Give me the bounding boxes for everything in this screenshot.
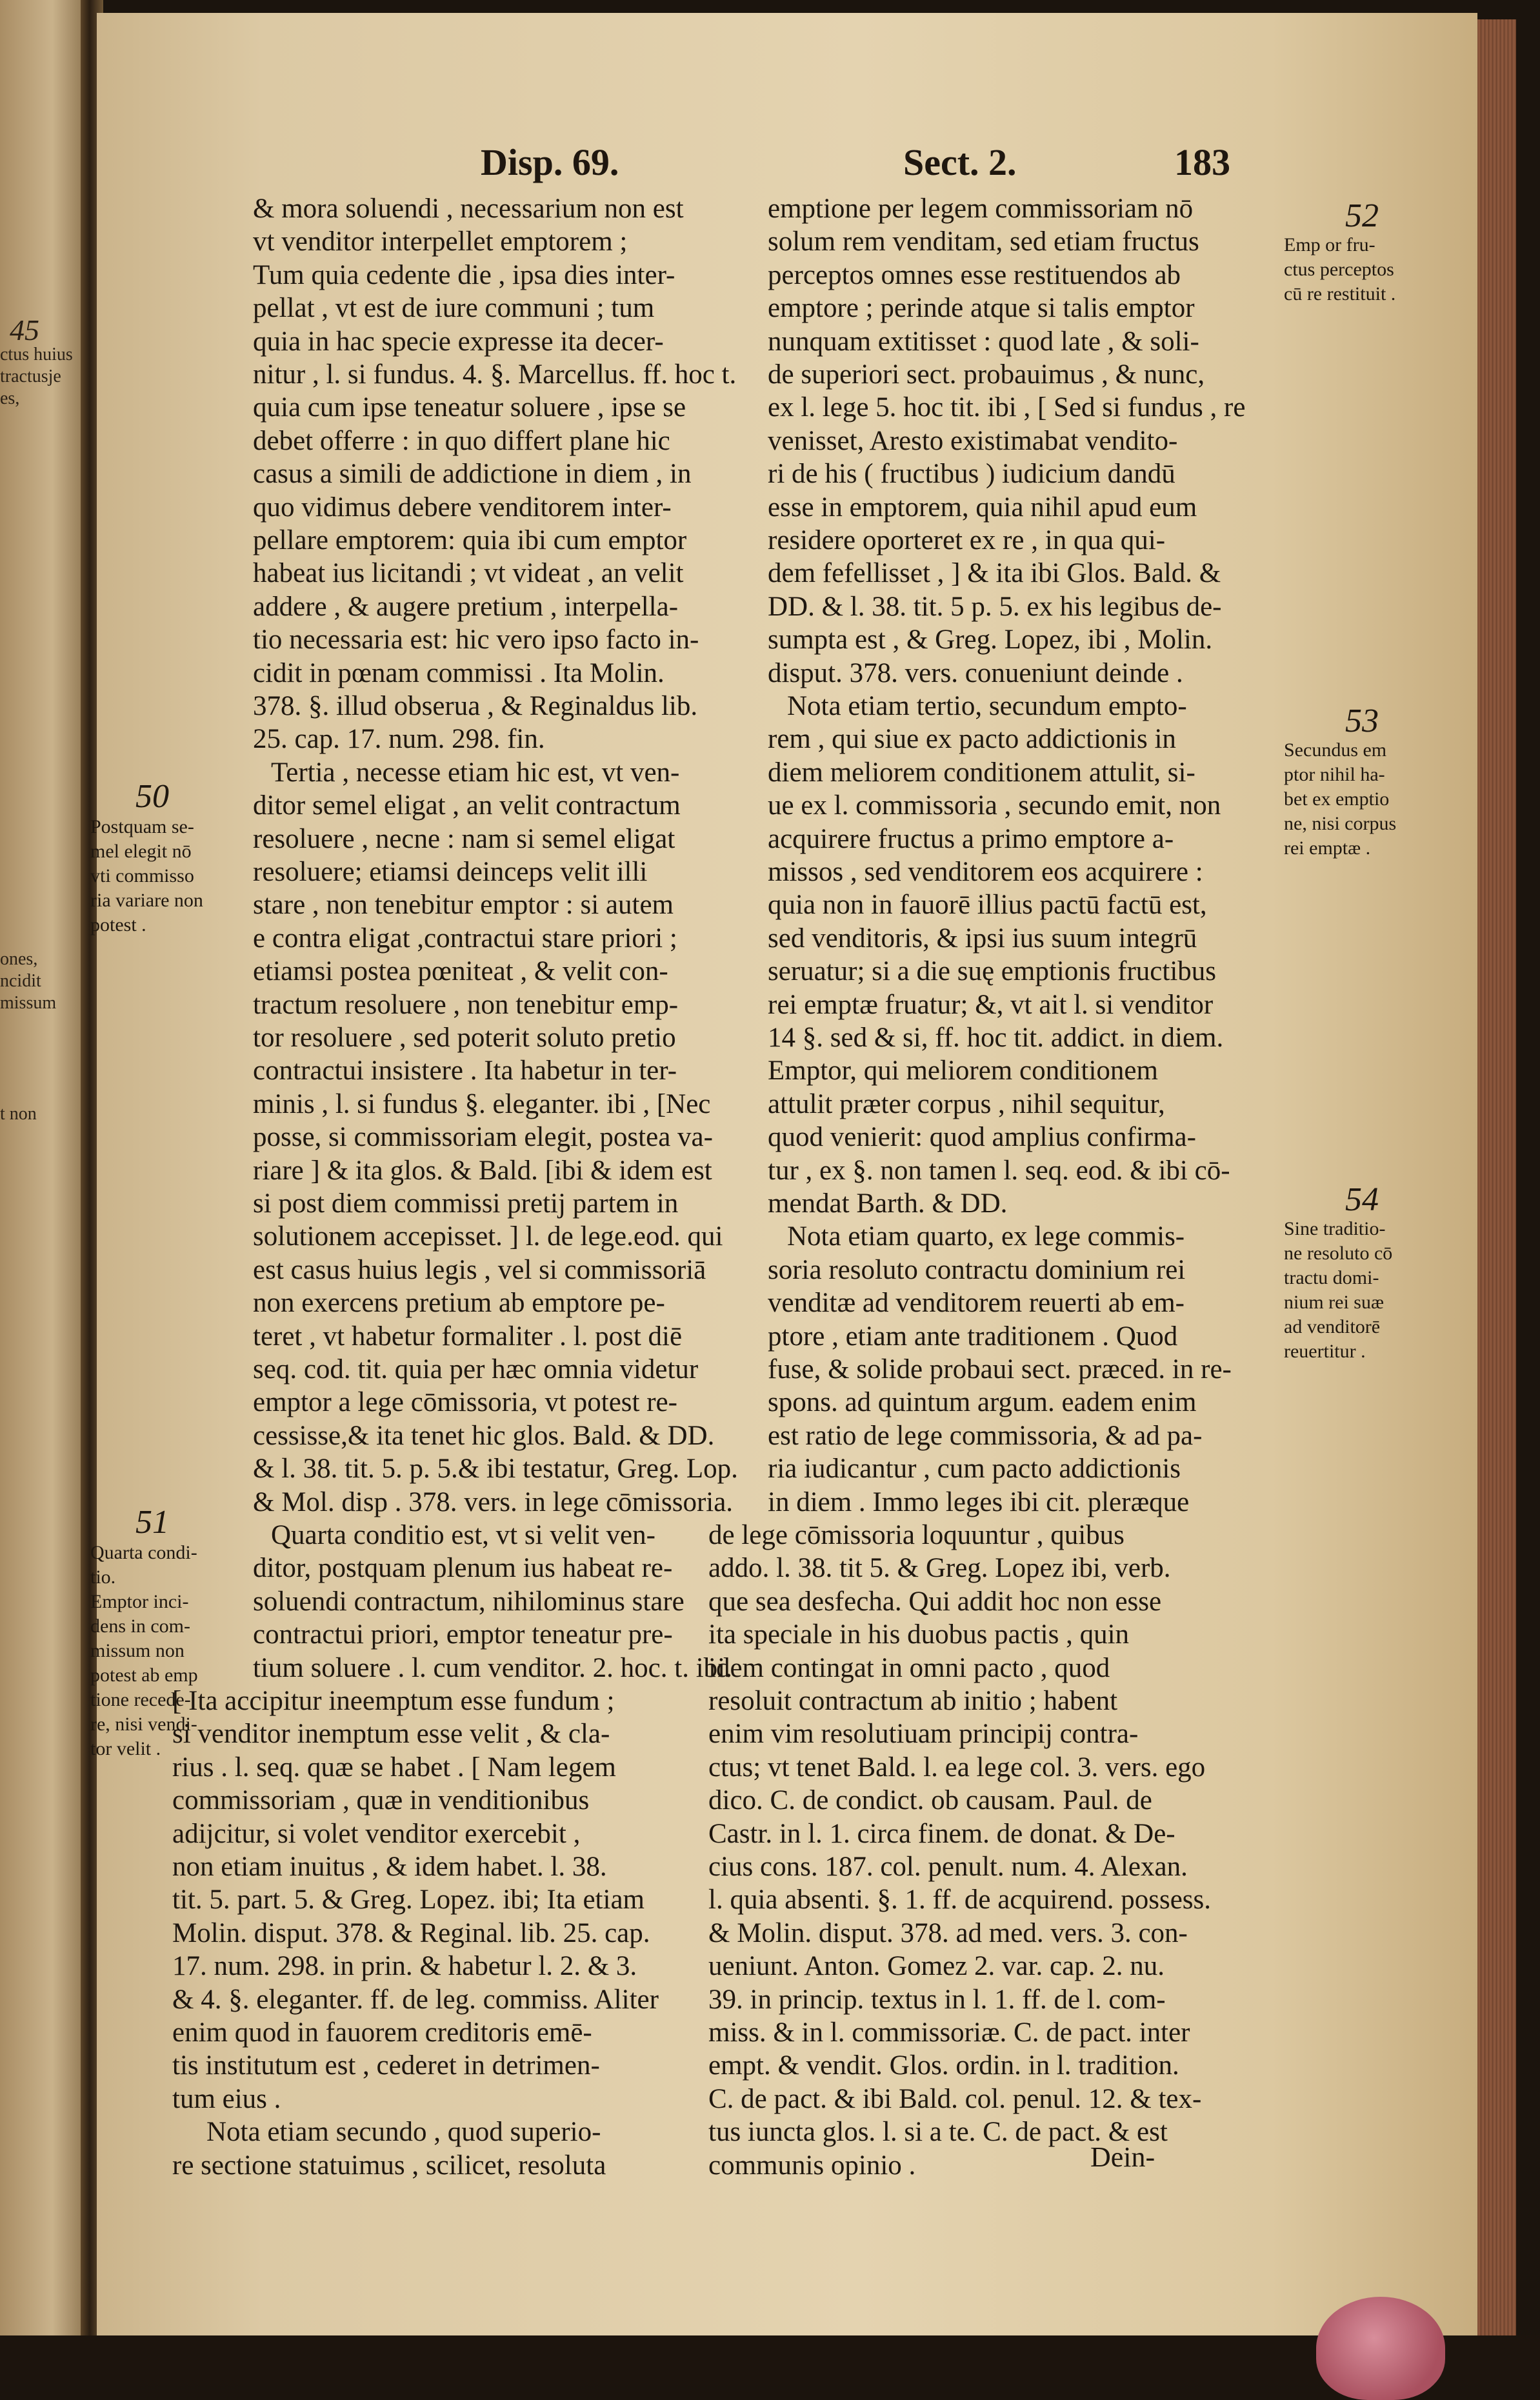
text-line: contractui priori, emptor teneatur pre- [253,1619,673,1650]
margin-note-line: reuertitur . [1284,1341,1366,1362]
text-line: residere oporteret ex re , in qua qui- [768,525,1166,555]
text-line: Nota etiam quarto, ex lege commis- [787,1221,1185,1252]
text-line: stare , non tenebitur emptor : si autem [253,890,674,921]
text-line: sumpta est , & Greg. Lopez, ibi , Molin. [768,625,1213,655]
text-line: nitur , l. si fundus. 4. §. Marcellus. ff. hoc t. [253,359,737,390]
text-line: diem meliorem conditionem attulit, si- [768,757,1195,788]
text-line: 25. cap. 17. num. 298. fin. [253,724,545,755]
text-line: Nota etiam secundo , quod superio- [206,2117,601,2148]
prev-page-text: tractusje [0,366,61,386]
text-line: quia non in fauorē illius pactū factū est, [768,890,1207,921]
text-line: soluendi contractum, nihilominus stare [253,1586,685,1617]
margin-note-line: Emp or fru- [1284,234,1375,255]
catchword: Dein- [1090,2141,1155,2173]
text-line: etiamsi postea pœniteat , & velit con- [253,956,668,987]
text-line: re sectione statuimus , scilicet, resoluta [172,2150,606,2181]
text-line: attulit præter corpus , nihil sequitur, [768,1088,1165,1119]
text-line: & Molin. disput. 378. ad med. vers. 3. con- [708,1917,1188,1948]
text-line: venisset, Aresto existimabat vendito- [768,425,1178,456]
text-line: acquirere fructus a primo emptore a- [768,823,1174,854]
text-line: tum eius . [172,2083,281,2114]
margin-note-line: tor velit . [90,1738,161,1759]
text-line: ita speciale in his duobus pactis , quin [708,1619,1130,1650]
text-line: empt. & vendit. Glos. ordin. in l. tradition. [708,2050,1179,2081]
text-line: Nota etiam tertio, secundum empto- [787,691,1187,721]
text-line: sed venditoris, & ipsi ius suum integrū [768,923,1197,954]
margin-note-number: 53 [1345,703,1379,739]
text-line: & mora soluendi , necessarium non est [253,194,684,224]
text-line: esse in emptorem, quia nihil apud eum [768,492,1197,523]
text-line: Molin. disput. 378. & Reginal. lib. 25. cap. [172,1917,650,1948]
text-line: l. quia absenti. §. 1. ff. de acquirend. possess. [708,1885,1212,1915]
text-line: enim vim resolutiuam principij contra- [708,1719,1139,1750]
margin-note-line: Sine traditio- [1284,1218,1386,1239]
margin-note-line: ne resoluto cō [1284,1243,1393,1264]
text-line: pellat , vt est de iure communi ; tum [253,293,655,324]
text-line: emptione per legem commissoriam nō [768,194,1194,224]
text-line: si post diem commissi pretij partem in [253,1188,679,1219]
margin-note-line: ptor nihil ha- [1284,764,1385,785]
margin-note-line: bet ex emptio [1284,788,1390,810]
text-line: disput. 378. vers. conueniunt deinde . [768,657,1183,688]
text-line: tractum resoluere , non tenebitur emp- [253,989,679,1020]
text-line: Quarta conditio est, vt si velit ven- [271,1520,655,1550]
text-line: idem contingat in omni pacto , quod [708,1652,1110,1683]
header-disputation: Disp. 69. [481,141,619,183]
margin-note-number: 50 [135,778,169,815]
text-line: Castr. in l. 1. circa finem. de donat. & De- [708,1818,1175,1849]
page-number: 183 [1174,141,1230,183]
text-line: tor resoluere , sed poterit soluto pretio [253,1023,676,1053]
text-line: ue ex l. commissoria , secundo emit, non [768,790,1221,821]
text-line: 17. num. 298. in prin. & habetur l. 2. & 3. [172,1951,637,1982]
text-line: tio necessaria est: hic vero ipso facto in- [253,625,699,655]
text-line: cius cons. 187. col. penult. num. 4. Alexan. [708,1852,1188,1882]
margin-note-line: potest ab emp [90,1665,198,1686]
text-line: dico. C. de condict. ob causam. Paul. de [708,1785,1152,1816]
text-line: adijcitur, si volet venditor exercebit , [172,1818,581,1849]
margin-note-line: ria variare non [90,890,203,911]
text-line: tium soluere . l. cum venditor. 2. hoc. t. ibi. [253,1652,732,1683]
text-line: ditor, postquam plenum ius habeat re- [253,1553,673,1584]
text-line: dem fefellisset , ] & ita ibi Glos. Bald. & [768,558,1221,589]
text-line: rem , qui siue ex pacto addictionis in [768,724,1176,755]
margin-note-line: ad venditorē [1284,1316,1381,1337]
margin-note-line: ctus perceptos [1284,259,1394,280]
text-line: & l. 38. tit. 5. p. 5.& ibi testatur, Greg. Lop. [253,1454,738,1485]
text-line: fuse, & solide probaui sect. præced. in re- [768,1354,1232,1385]
text-line: cidit in pœnam commissi . Ita Molin. [253,657,665,688]
text-line: ditor semel eligat , an velit contractum [253,790,681,821]
text-line: seruatur; si a die suę emptionis fructibus [768,956,1217,987]
text-line: quod venierit: quod amplius confirma- [768,1122,1196,1153]
text-line: [ Ita accipitur ineemptum esse fundum ; [172,1686,615,1716]
text-line: DD. & l. 38. tit. 5 p. 5. ex his legibus de- [768,591,1222,622]
margin-note-line: dens in com- [90,1615,190,1637]
text-line: & 4. §. eleganter. ff. de leg. commiss. Aliter [172,1984,659,2015]
margin-note-number: 54 [1345,1181,1379,1218]
text-line: de lege cōmissoria loquuntur , quibus [708,1520,1125,1550]
text-line: missos , sed venditorem eos acquirere : [768,857,1203,887]
prev-page-text: ncidit [0,971,41,991]
margin-note-number: 52 [1345,197,1379,234]
text-line: Emptor, qui meliorem conditionem [768,1055,1158,1086]
margin-note-line: tractu domi- [1284,1267,1379,1288]
text-line: communis opinio . [708,2150,916,2181]
text-line: ex l. lege 5. hoc tit. ibi , [ Sed si fundus , re [768,392,1246,423]
text-line: de superiori sect. probauimus , & nunc, [768,359,1205,390]
margin-note-line: potest . [90,914,146,935]
text-line: ptore , etiam ante traditionem . Quod [768,1321,1178,1352]
text-line: perceptos omnes esse restituendos ab [768,259,1181,290]
text-line: ctus; vt tenet Bald. l. ea lege col. 3. vers. ego [708,1752,1206,1783]
text-line: C. de pact. & ibi Bald. col. penul. 12. & tex- [708,2083,1202,2114]
text-line: Tertia , necesse etiam hic est, vt ven- [271,757,680,788]
margin-note-line: tio. [90,1566,116,1588]
text-line: miss. & in l. commissoriæ. C. de pact. inter [708,2017,1190,2048]
text-line: soria resoluto contractu dominium rei [768,1254,1186,1285]
text-line: solum rem venditam, sed etiam fructus [768,226,1199,257]
text-line: emptor a lege cōmissoria, vt potest re- [253,1387,677,1418]
text-line: solutionem accepisset. ] l. de lege.eod. qui [253,1221,723,1252]
text-line: seq. cod. tit. quia per hæc omnia videtur [253,1354,699,1385]
text-line: mendat Barth. & DD. [768,1188,1008,1219]
margin-note-line: ne, nisi corpus [1284,813,1397,834]
margin-note-line: Secundus em [1284,739,1387,761]
text-line: tit. 5. part. 5. & Greg. Lopez. ibi; Ita etiam [172,1885,645,1915]
text-line: Tum quia cedente die , ipsa dies inter- [253,259,675,290]
text-line: rius . l. seq. quæ se habet . [ Nam legem [172,1752,616,1783]
text-line: commissoriam , quæ in venditionibus [172,1785,590,1816]
text-line: & Mol. disp . 378. vers. in lege cōmissoria. [253,1486,734,1517]
text-line: ria iudicantur , cum pacto addictionis [768,1454,1181,1485]
thumb-image [1316,2297,1445,2400]
margin-note-line: mel elegit nō [90,841,192,862]
text-line: est ratio de lege commissoria, & ad pa- [768,1420,1203,1451]
prev-page-number: 45 [10,314,39,346]
margin-note-line: Quarta condi- [90,1542,197,1563]
text-line: resoluere; etiamsi deinceps velit illi [253,857,648,887]
text-line: resoluere , necne : nam si semel eligat [253,823,675,854]
text-line: tis institutum est , cederet in detrimen- [172,2050,600,2081]
text-line: non etiam inuitus , & idem habet. l. 38. [172,1852,607,1882]
text-line: pellare emptorem: quia ibi cum emptor [253,525,687,555]
page-edges [1477,19,1516,2335]
header-section: Sect. 2. [903,141,1017,183]
text-line: resoluit contractum ab initio ; habent [708,1686,1118,1716]
text-line: enim quod in fauorem creditoris emē- [172,2017,592,2048]
margin-note-line: re, nisi vendi- [90,1714,197,1735]
text-line: quia in hac specie expresse ita decer- [253,326,664,357]
prev-page-text: ctus huius [0,345,73,365]
text-line: ri de his ( fructibus ) iudicium dandū [768,459,1175,490]
text-line: que sea desfecha. Qui addit hoc non esse [708,1586,1162,1617]
text-line: posse, si commissoriam elegit, postea va- [253,1122,713,1153]
text-line: rei emptæ fruatur; &, vt ait l. si venditor [768,989,1214,1020]
text-line: ueniunt. Anton. Gomez 2. var. cap. 2. nu. [708,1951,1165,1982]
scan-bottom [0,2335,1540,2385]
text-line: minis , l. si fundus §. eleganter. ibi , [Nec [253,1088,711,1119]
text-line: in diem . Immo leges ibi cit. pleræque [768,1486,1190,1517]
text-line: vt venditor interpellet emptorem ; [253,226,628,257]
text-line: addo. l. 38. tit 5. & Greg. Lopez ibi, verb. [708,1553,1171,1584]
text-line: teret , vt habetur formaliter . l. post diē [253,1321,683,1352]
margin-note-line: cū re restituit . [1284,283,1396,305]
text-line: nunquam extitisset : quod late , & soli- [768,326,1199,357]
margin-note-line: vti commisso [90,865,194,886]
margin-note-line: missum non [90,1640,185,1661]
text-line: venditæ ad venditorem reuerti ab em- [768,1288,1185,1319]
text-line: debet offerre : in quo differt plane hic [253,425,670,456]
text-line: tur , ex §. non tamen l. seq. eod. & ibi cō- [768,1155,1230,1186]
prev-page-text: es, [0,388,20,408]
text-line: addere , & augere pretium , interpella- [253,591,679,622]
text-line: 378. §. illud obserua , & Reginaldus lib. [253,691,698,721]
text-line: spons. ad quintum argum. eadem enim [768,1387,1197,1418]
margin-note-line: tione recede- [90,1689,191,1710]
text-line: 39. in princip. textus in l. 1. ff. de l. com- [708,1984,1166,2015]
margin-note-line: Emptor inci- [90,1591,189,1612]
text-line: cessisse,& ita tenet hic glos. Bald. & DD. [253,1420,715,1451]
text-line: casus a simili de addictione in diem , in [253,459,692,490]
margin-note-number: 51 [135,1504,169,1541]
text-line: quo vidimus debere venditorem inter- [253,492,672,523]
prev-page-text: ones, [0,949,38,969]
text-line: quia cum ipse teneatur soluere , ipse se [253,392,686,423]
text-line: contractui insistere . Ita habetur in ter- [253,1055,677,1086]
text-line: e contra eligat ,contractui stare priori ; [253,923,677,954]
margin-note-line: rei emptæ . [1284,837,1371,859]
margin-note-line: Postquam se- [90,816,194,837]
text-line: est casus huius legis , vel si commissoriā [253,1254,706,1285]
text-line: emptore ; perinde atque si talis emptor [768,293,1195,324]
text-line: non exercens pretium ab emptore pe- [253,1288,665,1319]
text-line: riare ] & ita glos. & Bald. [ibi & idem est [253,1155,712,1186]
margin-note-line: nium rei suæ [1284,1292,1384,1313]
text-line: tus iuncta glos. l. si a te. C. de pact. & est [708,2117,1168,2148]
text-line: habeat ius licitandi ; vt videat , an velit [253,558,684,589]
prev-page-text: t non [0,1104,37,1124]
prev-page-text: missum [0,993,57,1013]
text-line: 14 §. sed & si, ff. hoc tit. addict. in diem. [768,1023,1224,1053]
text-line: si venditor inemptum esse velit , & cla- [172,1719,610,1750]
